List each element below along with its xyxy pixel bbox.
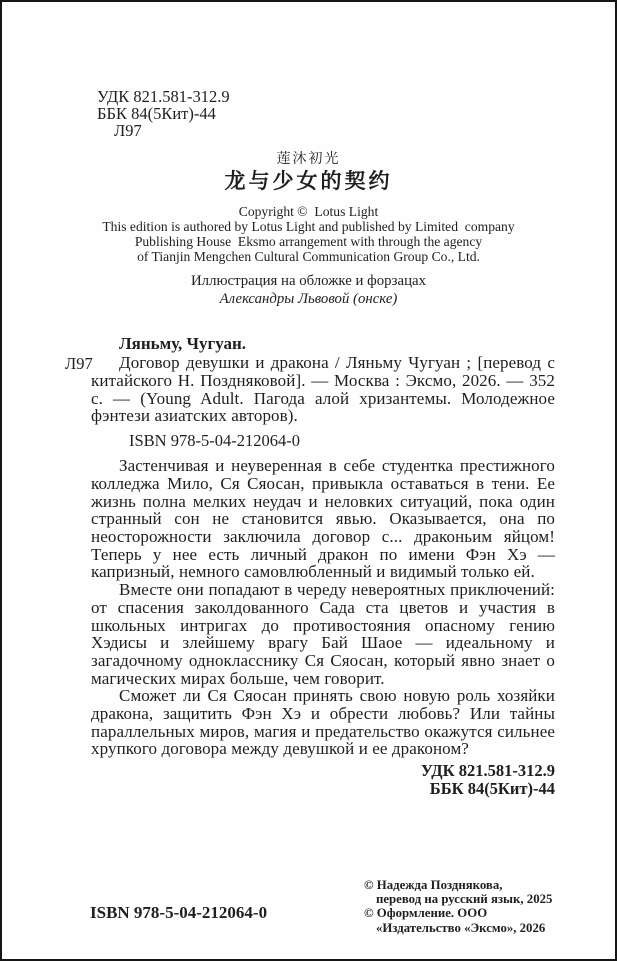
copyright-notice-line: of Tianjin Mengchen Cultural Communication Group Co., Ltd. bbox=[137, 249, 480, 264]
bbk-code-bottom: ББК 84(5Кит)-44 bbox=[429, 779, 555, 799]
catalog-record: Договор девушки и дракона / Ляньму Чугуан ; [перевод с китайского Н. Поздняковой]. — Москва : Эксмо, 2026. — 352 с. — (Young Adult. Пагода алой хризантемы. Молодежное фэнтези азиатских авторов). bbox=[91, 353, 555, 426]
design-copyright-line: © Оформление. ООО bbox=[364, 906, 488, 921]
translation-copyright-line: перевод на русский язык, 2025 bbox=[376, 892, 553, 907]
isbn-bottom: ISBN 978-5-04-212064-0 bbox=[90, 903, 268, 922]
author-sign-code: Л97 bbox=[114, 121, 142, 140]
annotation-paragraph: Застенчивая и неуверенная в себе студентка престижного колледжа Мило, Ся Сяосан, привыкла оставаться в тени. Ее жизнь полна мелких неудач и неловких ситуаций, пока один странный сон не становится явью. Оказывается, она по неосторожности заключила договор с... драконьим яйцом! Теперь у нее есть личный дракон по имени Фэн Хэ — капризный, немного самовлюбленный и видимый только ей. bbox=[91, 456, 555, 582]
catalog-author-sign: Л97 bbox=[65, 354, 93, 373]
udk-code-bottom: УДК 821.581-312.9 bbox=[420, 761, 555, 781]
copyright-notice-line: This edition is authored by Lotus Light and published by Limited company bbox=[102, 219, 515, 234]
translation-copyright-line: © Надежда Позднякова, bbox=[364, 878, 503, 892]
illustration-credit-name: Александры Львовой (онске) bbox=[219, 291, 398, 307]
illustration-credit-title: Иллюстрация на обложке и форзацах bbox=[191, 273, 426, 289]
isbn-top: ISBN 978-5-04-212064-0 bbox=[129, 431, 300, 451]
udk-code-top: УДК 821.581-312.9 bbox=[97, 87, 230, 106]
annotation bbox=[91, 457, 555, 758]
classification-codes-top bbox=[97, 88, 615, 139]
copyright-notice-line: Copyright © Lotus Light bbox=[238, 204, 379, 219]
annotation-paragraph: Вместе они попадают в череду невероятных приключений: от спасения заколдованного Сада ста цветов и участия в школьных интригах до противостояния опасному гению Хэдисы и злейшему врагу Бай Шаое — идеальному и загадочному однокласснику Ся Сяосан, который явно знает о магических мирах больше, чем говорит. bbox=[91, 580, 555, 688]
bbk-code-top: ББК 84(5Кит)-44 bbox=[97, 104, 216, 123]
original-title-chinese: 龙与少女的契约 bbox=[224, 169, 393, 193]
copyright-notice-line: Publishing House Eksmo arrangement with through the agency bbox=[134, 234, 483, 249]
catalog-record-block bbox=[65, 353, 555, 426]
copyright-notice bbox=[2, 204, 615, 264]
illustration-credit bbox=[2, 272, 615, 308]
original-author-chinese: 莲沐初光 bbox=[276, 151, 341, 167]
catalog-and-annotation bbox=[65, 334, 555, 799]
design-copyright-line: «Издательство «Эксмо», 2026 bbox=[376, 920, 546, 935]
imprint-copyrights bbox=[364, 878, 552, 935]
annotation-paragraph: Сможет ли Ся Сяосан принять свою новую роль хозяйки дракона, защитить Фэн Хэ и обрести любовь? Или тайны параллельных миров, магия и предательство окажутся сильнее хрупкого договора между девушкой и ее драконом? bbox=[91, 686, 555, 759]
classification-codes-bottom bbox=[91, 762, 555, 798]
catalog-author-heading: Ляньму, Чугуан. bbox=[119, 334, 247, 353]
